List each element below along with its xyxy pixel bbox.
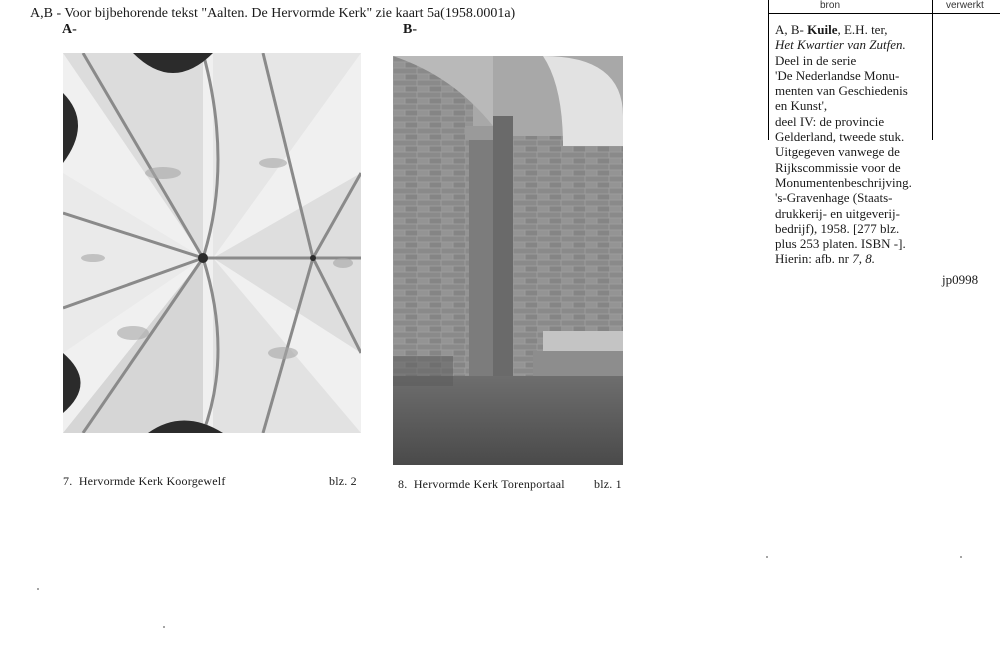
figure-a-title: Hervormde Kerk Koorgewelf	[78, 474, 226, 488]
figure-a-page: blz. 2	[329, 474, 357, 488]
reference-hierin	[775, 251, 945, 266]
reference-line: Gelderland, tweede stuk.	[775, 129, 905, 145]
scan-speck	[163, 626, 165, 628]
table-left-rule	[768, 0, 769, 140]
reference-author-rest: , E.H. ter,	[837, 22, 888, 37]
table-top-rule	[768, 13, 1000, 14]
hierin-prefix: Hierin: afb. nr	[775, 251, 853, 267]
reference-book-title: Het Kwartier van Zutfen.	[775, 37, 906, 53]
ceiling-vault-photo	[63, 53, 361, 433]
reference-line	[775, 22, 945, 37]
reference-line: deel IV: de provincie	[775, 113, 885, 129]
reference-line: plus 253 platen. ISBN -].	[775, 236, 906, 252]
tower-portal-photo	[393, 56, 623, 465]
reference-line: drukkerij- en uitgeverij-	[775, 205, 900, 221]
figure-a-caption	[63, 474, 226, 489]
column-header-bron: bron	[820, 0, 841, 11]
reference-line: bedrijf), 1958. [277 blz.	[775, 220, 900, 236]
reference-line: en Kunst',	[775, 98, 828, 114]
reference-line: 'De Nederlandse Monu-	[775, 67, 900, 83]
reference-code: jp0998	[942, 272, 979, 287]
reference-line: menten van Geschiedenis	[775, 83, 908, 99]
scan-speck	[960, 556, 962, 558]
column-header-verwerkt: verwerkt	[946, 0, 984, 11]
scan-speck	[37, 588, 39, 590]
figure-b-label: B-	[403, 22, 417, 37]
hierin-figure-numbers: 7, 8.	[852, 251, 876, 267]
reference-line: 's-Gravenhage (Staats-	[775, 190, 893, 206]
scan-speck	[766, 556, 768, 558]
figure-b-page: blz. 1	[594, 477, 622, 491]
reference-line: Deel in de serie	[775, 52, 857, 68]
reference-line: Uitgegeven vanwege de	[775, 144, 900, 160]
figure-a-number: 7.	[63, 474, 73, 488]
reference-line: Rijkscommissie voor de	[775, 159, 901, 175]
reference-figure-prefix: A, B-	[775, 22, 808, 37]
figure-a-label: A-	[62, 22, 77, 37]
reference-author: Kuile	[807, 22, 838, 37]
reference-line: Monumentenbeschrijving.	[775, 174, 912, 190]
figure-b-number: 8.	[398, 477, 408, 491]
bibliographic-reference	[775, 22, 945, 267]
figure-b-title: Hervormde Kerk Torenportaal	[413, 477, 565, 491]
figure-b-caption	[398, 477, 565, 492]
header-note: A,B - Voor bijbehorende tekst "Aalten. De Hervormde Kerk" zie kaart 5a(1958.0001a)	[30, 6, 516, 21]
